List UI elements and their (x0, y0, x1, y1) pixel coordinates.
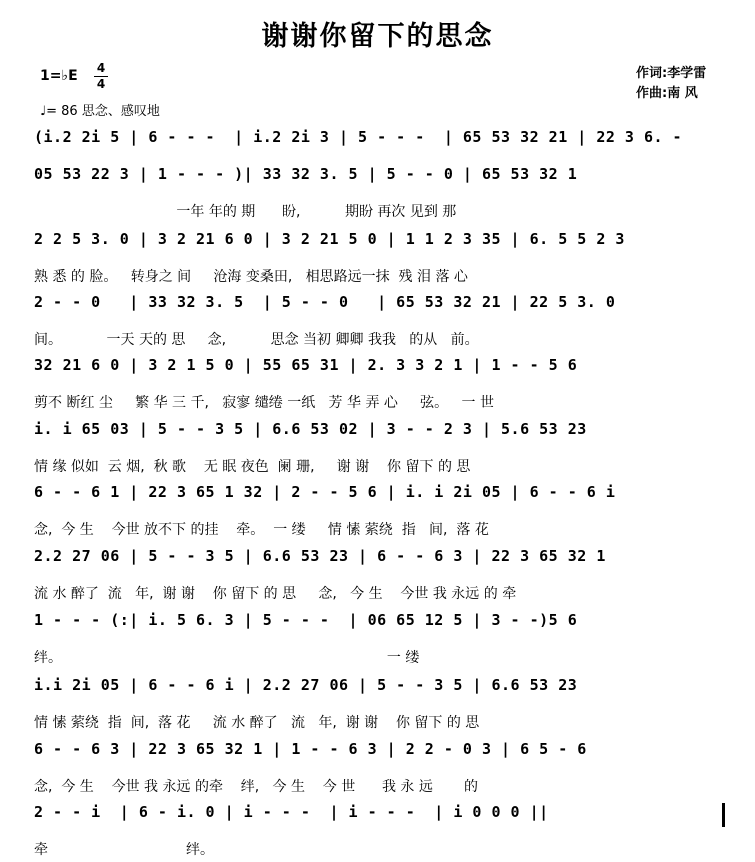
notation-line: 2 - - i | 6 - i. 0 | i - - - | i - - - | i 0 0 0 || (34, 803, 549, 821)
lyrics-line: 情 愫 萦绕 指 间, 落 花 流 水 醉了 流 年, 谢 谢 你 留下 的 思 (34, 715, 480, 731)
lyrics-line: 念, 今 生 今世 放不下 的挂 牵。 一 缕 情 愫 萦绕 指 间, 落 花 (34, 522, 489, 538)
lyrics-line: 绊。 一 缕 (34, 650, 420, 666)
lyrics-line: 间。 一天 天的 思 念, 思念 当初 卿卿 我我 的从 前。 (34, 332, 479, 348)
lyrics-line: 熟 悉 的 脸。 转身之 间 沧海 变桑田, 相思路远一抹 残 泪 落 心 (34, 269, 468, 285)
song-title: 谢谢你留下的思念 (261, 21, 494, 52)
lyrics-line: 念, 今 生 今世 我 永远 的牵 绊, 今 生 今 世 我 永 远 的 (34, 779, 479, 795)
final-barline (722, 803, 725, 827)
notation-line: 6 - - 6 3 | 22 3 65 32 1 | 1 - - 6 3 | 2 2 - 0 3 | 6 5 - 6 (34, 740, 587, 758)
notation-line: 6 - - 6 1 | 22 3 65 1 32 | 2 - - 5 6 | i. i 2i 05 | 6 - - 6 i (34, 483, 616, 501)
notation-line: 2.2 27 06 | 5 - - 3 5 | 6.6 53 23 | 6 - - 6 3 | 22 3 65 32 1 (34, 547, 606, 565)
notation-line: 1 - - - (:| i. 5 6. 3 | 5 - - - | 06 65 12 5 | 3 - -)5 6 (34, 611, 578, 629)
lyrics-line: 流 水 醉了 流 年, 谢 谢 你 留下 的 思 念, 今 生 今世 我 永远 的 牵 (34, 586, 517, 602)
time-signature (94, 62, 108, 91)
notation-line: i.i 2i 05 | 6 - - 6 i | 2.2 27 06 | 5 - - 3 5 | 6.6 53 23 (34, 676, 578, 694)
lyricist-credit: 作词:李学雷 (636, 66, 707, 81)
notation-line: 32 21 6 0 | 3 2 1 5 0 | 55 65 31 | 2. 3 3 2 1 | 1 - - 5 6 (34, 356, 578, 374)
lyrics-line: 剪不 断红 尘 繁 华 三 千, 寂寥 缱绻 一纸 芳 华 弄 心 弦。 一 世 (34, 395, 494, 411)
key-signature: 1=♭E (40, 68, 78, 84)
notation-line: 2 - - 0 | 33 32 3. 5 | 5 - - 0 | 65 53 32 21 | 22 5 3. 0 (34, 293, 616, 311)
composer-credit: 作曲:南 风 (636, 86, 698, 101)
meter-bottom: 4 (96, 77, 106, 91)
notation-line: i. i 65 03 | 5 - - 3 5 | 6.6 53 02 | 3 - - 2 3 | 5.6 53 23 (34, 420, 587, 438)
tempo-marking: ♩= 86 思念、感叹地 (40, 104, 160, 119)
lyrics-line: 情 缘 似如 云 烟, 秋 歌 无 眠 夜色 阑 珊, 谢 谢 你 留下 的 思 (34, 459, 471, 475)
notation-line: 2 2 5 3. 0 | 3 2 21 6 0 | 3 2 21 5 0 | 1 1 2 3 35 | 6. 5 5 2 3 (34, 230, 625, 248)
lyrics-line: 牵 绊。 (34, 842, 214, 858)
meter-top: 4 (96, 61, 106, 75)
notation-line: 05 53 22 3 | 1 - - - )| 33 32 3. 5 | 5 - - 0 | 65 53 32 1 (34, 165, 587, 183)
notation-line: (i.2 2i 5 | 6 - - - | i.2 2i 3 | 5 - - - | 65 53 32 21 | 22 3 6. - (34, 128, 683, 146)
lyrics-line: 一年 年的 期 盼, 期盼 再次 见到 那 (34, 204, 457, 220)
